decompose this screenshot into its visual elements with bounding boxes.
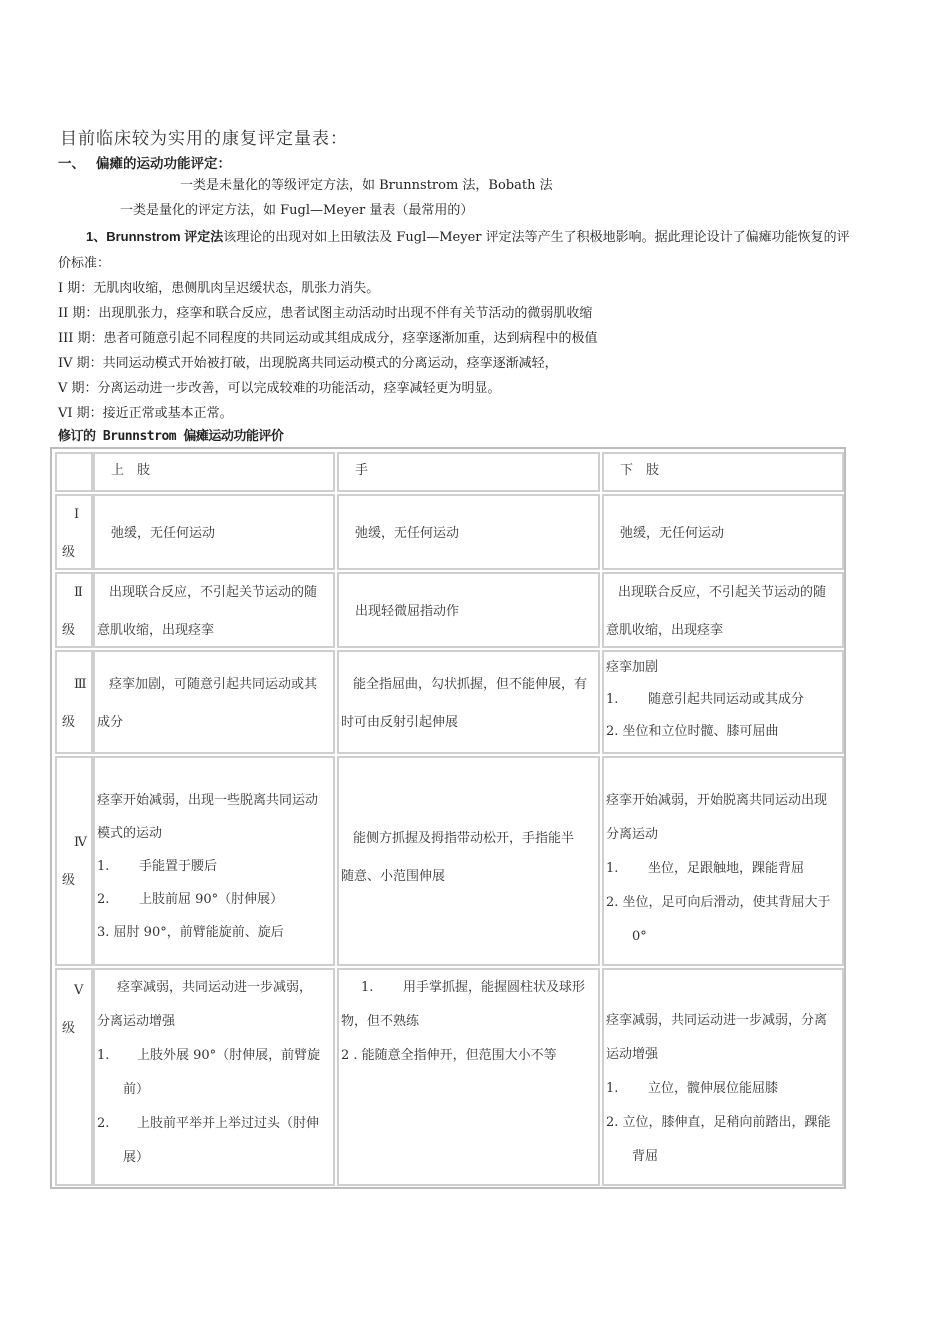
grade-suffix: 级 [62, 873, 76, 888]
cell-line: 背屈 [632, 1149, 659, 1164]
cell-line: 成分 [97, 715, 124, 730]
list-item [97, 883, 331, 916]
stage-item: V 期：分离运动进一步改善，可以完成较难的功能活动，痉挛减轻更为明显。 [58, 381, 501, 396]
list-text: 立位，髋伸展位能屈膝 [648, 1081, 779, 1096]
cell-line: 前） [123, 1082, 150, 1097]
list-item [97, 1107, 331, 1141]
list-item [97, 850, 331, 883]
stage-item: II 期：出现肌张力，痉挛和联合反应，患者试图主动活动时出现不伴有关节活动的微弱肌收缩 [58, 306, 593, 321]
cell-line: 能侧方抓握及拇指带动松开，手指能半 [353, 831, 575, 846]
upper-limb-cell [93, 650, 335, 754]
cell-line: 运动增强 [606, 1047, 659, 1062]
stage-item: III 期：患者可随意引起不同程度的共同运动或其组成成分，痉挛逐渐加重，达到病程中的极值 [58, 331, 598, 346]
list-text: 上肢前平举并上举过过头（肘伸 [137, 1116, 320, 1131]
list-text: 上肢外展 90°（肘伸展，前臂旋 [137, 1048, 321, 1063]
brunnstrom-paragraph [58, 224, 858, 277]
list-text: 用手掌抓握，能握圆柱状及球形 [403, 980, 586, 995]
evaluation-table [50, 447, 846, 1189]
list-text: 手能置于腰后 [139, 859, 218, 874]
cell-line: 痉挛减弱，共同运动进一步减弱，分离 [606, 1013, 828, 1028]
cell-line: 2. 坐位和立位时髋、膝可屈曲 [606, 724, 779, 739]
cell-line: 痉挛减弱，共同运动进一步减弱， [117, 980, 313, 995]
cell-line: 痉挛开始减弱，开始脱离共同运动出现 [606, 793, 828, 808]
section-heading [58, 152, 231, 172]
grade-suffix: 级 [62, 545, 76, 560]
grade-cell [55, 572, 93, 648]
cell-line: 模式的运动 [97, 826, 163, 841]
page-title: 目前临床较为实用的康复评定量表： [60, 129, 348, 149]
header-grade-cell [55, 452, 93, 492]
section-number: 一、 [58, 156, 85, 172]
header-upper-limb: 上 肢 [93, 452, 335, 492]
cell-line: 痉挛开始减弱，出现一些脱离共同运动 [97, 793, 319, 808]
section-label: 偏瘫的运动功能评定： [96, 156, 231, 172]
cell-line: 意肌收缩，出现痉挛 [97, 623, 215, 638]
brunnstrom-heading: 1、Brunnstrom 评定法 [86, 229, 224, 244]
table-title: 修订的 Brunnstrom 偏瘫运动功能评价 [58, 429, 284, 444]
lower-limb-cell [602, 572, 844, 648]
grade-cell [55, 968, 93, 1186]
list-number: 1. [97, 859, 110, 874]
list-text: 坐位，足跟触地，踝能背屈 [648, 861, 805, 876]
cell-line: 出现联合反应，不引起关节运动的随 [109, 585, 318, 600]
cell-line: 痉挛加剧，可随意引起共同运动或其 [109, 677, 318, 692]
lower-limb-cell [602, 756, 844, 966]
cell-line: 2. 坐位，足可向后滑动，使其背屈大于 [606, 895, 831, 910]
list-text: 上肢前屈 90°（肘伸展） [139, 892, 284, 907]
grade-cell [55, 650, 93, 754]
cell-line: 出现联合反应，不引起关节运动的随 [618, 585, 827, 600]
intro-line-1: 一类是未量化的等级评定方法，如 Brunnstrom 法，Bobath 法 [180, 178, 553, 193]
cell-line: 物，但不熟练 [341, 1014, 420, 1029]
grade-numeral: Ⅱ [74, 585, 83, 600]
grade-numeral: Ⅳ [74, 835, 87, 850]
list-number: 2. [97, 1116, 110, 1131]
list-item [341, 971, 596, 1005]
list-item [606, 684, 840, 716]
lower-limb-cell: 弛缓，无任何运动 [602, 494, 844, 570]
grade-suffix: 级 [62, 1021, 76, 1036]
grade-numeral: Ⅲ [74, 677, 87, 692]
cell-line: 3. 屈肘 90°，前臂能旋前、旋后 [97, 925, 284, 940]
grade-suffix: 级 [62, 715, 76, 730]
cell-line: 能全指屈曲，勾状抓握，但不能伸展，有 [353, 677, 588, 692]
stage-item: IV 期：共同运动模式开始被打破，出现脱离共同运动模式的分离运动，痉挛逐渐减轻， [58, 356, 558, 371]
grade-cell [55, 494, 93, 570]
hand-cell: 弛缓，无任何运动 [337, 494, 600, 570]
header-hand: 手 [337, 452, 600, 492]
list-number: 2. [97, 892, 110, 907]
cell-line: 2 . 能随意全指伸开，但范围大小不等 [341, 1048, 557, 1063]
header-lower-limb: 下 肢 [602, 452, 844, 492]
grade-cell [55, 756, 93, 966]
cell-line: 2. 立位，膝伸直，足稍向前踏出，踝能 [606, 1115, 831, 1130]
lower-limb-cell [602, 650, 844, 754]
cell-line: 0° [632, 929, 647, 944]
cell-line: 痉挛加剧 [606, 660, 659, 675]
list-item [606, 1072, 840, 1106]
upper-limb-cell [93, 968, 335, 1186]
list-number: 1. [606, 861, 619, 876]
hand-cell: 出现轻微屈指动作 [337, 572, 600, 648]
grade-numeral: Ⅰ [74, 507, 80, 522]
cell-line: 意肌收缩，出现痉挛 [606, 623, 724, 638]
list-item [97, 1039, 331, 1073]
list-item [606, 852, 840, 886]
upper-limb-cell: 弛缓，无任何运动 [93, 494, 335, 570]
stage-item: VI 期：接近正常或基本正常。 [58, 406, 233, 421]
list-number: 1. [606, 692, 619, 707]
cell-line: 展） [123, 1150, 150, 1165]
cell-line: 分离运动增强 [97, 1014, 176, 1029]
upper-limb-cell [93, 756, 335, 966]
grade-suffix: 级 [62, 623, 76, 638]
upper-limb-cell [93, 572, 335, 648]
brunnstrom-text: 该理论的出现对如上田敏法及 Fugl—Meyer 评定法等产生了积极地影响。据此理论设计了偏瘫功能恢复的评价标准： [58, 230, 850, 271]
cell-line: 分离运动 [606, 827, 659, 842]
lower-limb-cell [602, 968, 844, 1186]
hand-cell [337, 968, 600, 1186]
hand-cell [337, 756, 600, 966]
list-number: 1. [361, 980, 374, 995]
intro-line-2: 一类是量化的评定方法，如 Fugl—Meyer 量表（最常用的） [120, 203, 474, 218]
cell-line: 随意、小范围伸展 [341, 869, 446, 884]
stage-item: I 期：无肌肉收缩，患侧肌肉呈迟缓状态，肌张力消失。 [58, 281, 380, 296]
list-number: 1. [606, 1081, 619, 1096]
grade-numeral: Ⅴ [74, 983, 84, 998]
list-text: 随意引起共同运动或其成分 [648, 692, 805, 707]
list-number: 1. [97, 1048, 110, 1063]
hand-cell [337, 650, 600, 754]
cell-line: 时可由反射引起伸展 [341, 715, 459, 730]
